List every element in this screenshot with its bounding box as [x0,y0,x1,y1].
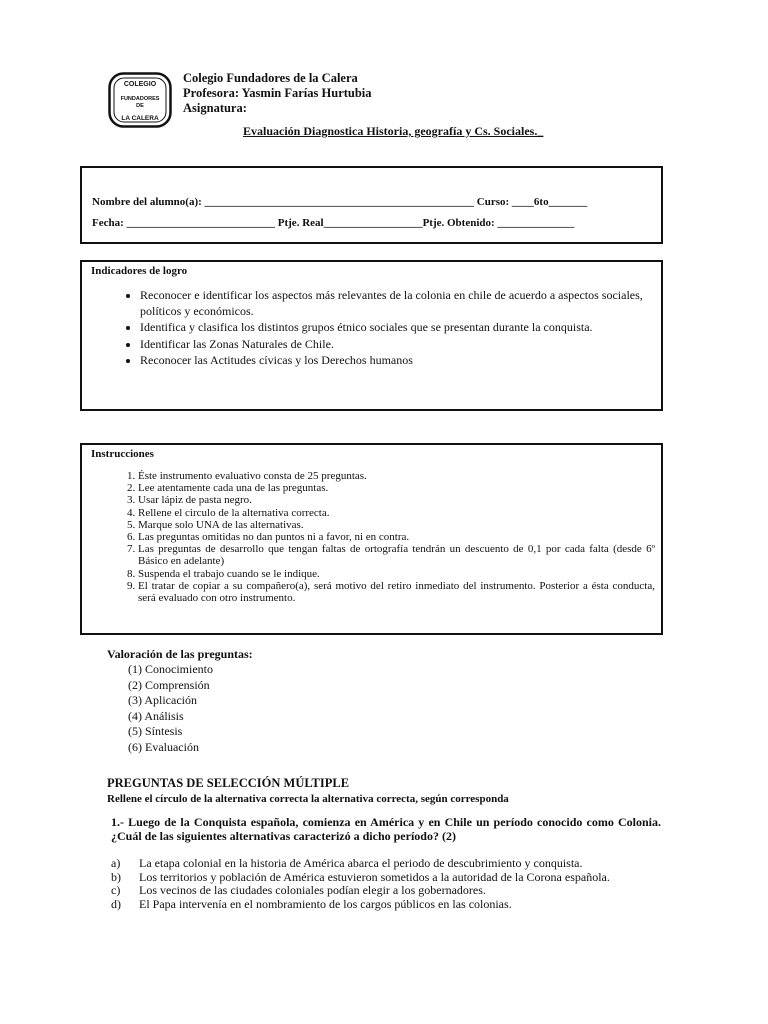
valuation-item: (1) Conocimiento [128,662,213,676]
teacher-name: Profesora: Yasmin Farías Hurtubia [183,86,372,100]
instructions-title: Instrucciones [91,448,154,460]
option-text: Los territorios y población de América estuvieron sometidos a la autoridad de la Corona española. [139,869,610,884]
indicators-title: Indicadores de logro [91,265,188,277]
option-text: La etapa colonial en la historia de América abarca el periodo de descubrimiento y conquista. [139,856,583,870]
instruction-item: 6. Las preguntas omitidas no dan puntos ni a favor, ni en contra. [138,531,655,543]
option-letter: c) [111,883,121,897]
instructions-list [110,470,655,604]
student-info-box [80,166,663,244]
logo-middle-text-2: DE [136,103,144,109]
school-logo [108,72,172,128]
option-b[interactable] [111,871,656,885]
student-name-course-line[interactable]: Nombre del alumno(a): _________________________________________________ Curso: ____6to_______ [92,196,588,208]
option-letter: b) [111,869,121,884]
valuation-item: (6) Evaluación [128,739,199,754]
question-1-options [111,857,656,911]
instruction-item: 3. Usar lápiz de pasta negro. [138,494,655,506]
indicator-item: • Reconocer las Actitudes cívicas y los Derechos humanos [140,353,660,369]
valuation-item: (3) Aplicación [128,693,197,707]
valuation-item: (2) Comprensión [128,677,210,692]
evaluation-title: Evaluación Diagnostica Historia, geografía y Cs. Sociales._ [243,124,544,138]
instruction-item: 1. Éste instrumento evaluativo consta de 25 preguntas. [138,470,655,482]
section-title: PREGUNTAS DE SELECCIÓN MÚLTIPLE [107,776,350,790]
logo-middle-text-1: FUNDADORES [120,96,160,102]
question-1-text: 1.- Luego de la Conquista española, comienza en América y en Chile un período conocido como Colonia. ¿Cuál de las siguientes alternativas caracterizó a dicho período? (2) [111,815,661,843]
indicators-list [112,288,660,370]
school-name: Colegio Fundadores de la Calera [183,71,358,85]
instruction-item: 2. Lee atentamente cada una de las preguntas. [138,482,655,494]
option-a[interactable] [111,857,656,871]
option-letter: a) [111,856,121,870]
option-c[interactable] [111,884,656,898]
instruction-item: 5. Marque solo UNA de las alternativas. [138,519,655,531]
indicators-box [80,260,663,411]
valuation-list [128,662,213,755]
valuation-title: Valoración de las preguntas: [107,647,253,661]
option-text: El Papa intervenía en el nombramiento de los cargos públicos en las colonias. [139,896,512,911]
date-score-line[interactable]: Fecha: ___________________________ Ptje. Real__________________Ptje. Obtenido: ______________ [92,217,575,229]
subject-label: Asignatura: [183,101,247,115]
logo-bottom-text: LA CALERA [121,115,159,122]
valuation-item: (4) Análisis [128,708,184,723]
indicator-item: • Identifica y clasifica los distintos grupos étnico sociales que se presentan durante la conquista. [140,320,660,336]
instruction-item: 8. Suspenda el trabajo cuando se le indique. [138,568,655,580]
indicator-item: • Reconocer e identificar los aspectos más relevantes de la colonia en chile de acuerdo a aspectos sociales, políticos y económicos. [140,288,660,319]
option-text: Los vecinos de las ciudades coloniales podían elegir a los gobernadores. [139,883,486,897]
logo-top-text: COLEGIO [123,81,157,88]
instruction-item: 7. Las preguntas de desarrollo que tengan faltas de ortografía tendrán un descuento de 0,1 por cada falta (desde 6º Básico en adelante) [138,543,655,567]
instruction-item: 9. El tratar de copiar a su compañero(a), será motivo del retiro inmediato del instrumento. Posterior a ésta conducta, será evaluado con otro instrumento. [138,580,655,604]
indicator-item: • Identificar las Zonas Naturales de Chile. [140,337,660,353]
valuation-item: (5) Síntesis [128,724,183,738]
option-letter: d) [111,896,121,911]
school-seal-icon [108,72,172,128]
instructions-box [80,443,663,635]
option-d[interactable] [111,898,656,912]
instruction-item: 4. Rellene el circulo de la alternativa correcta. [138,507,655,519]
section-subtitle: Rellene el círculo de la alternativa correcta la alternativa correcta, según corresponda [107,793,509,805]
